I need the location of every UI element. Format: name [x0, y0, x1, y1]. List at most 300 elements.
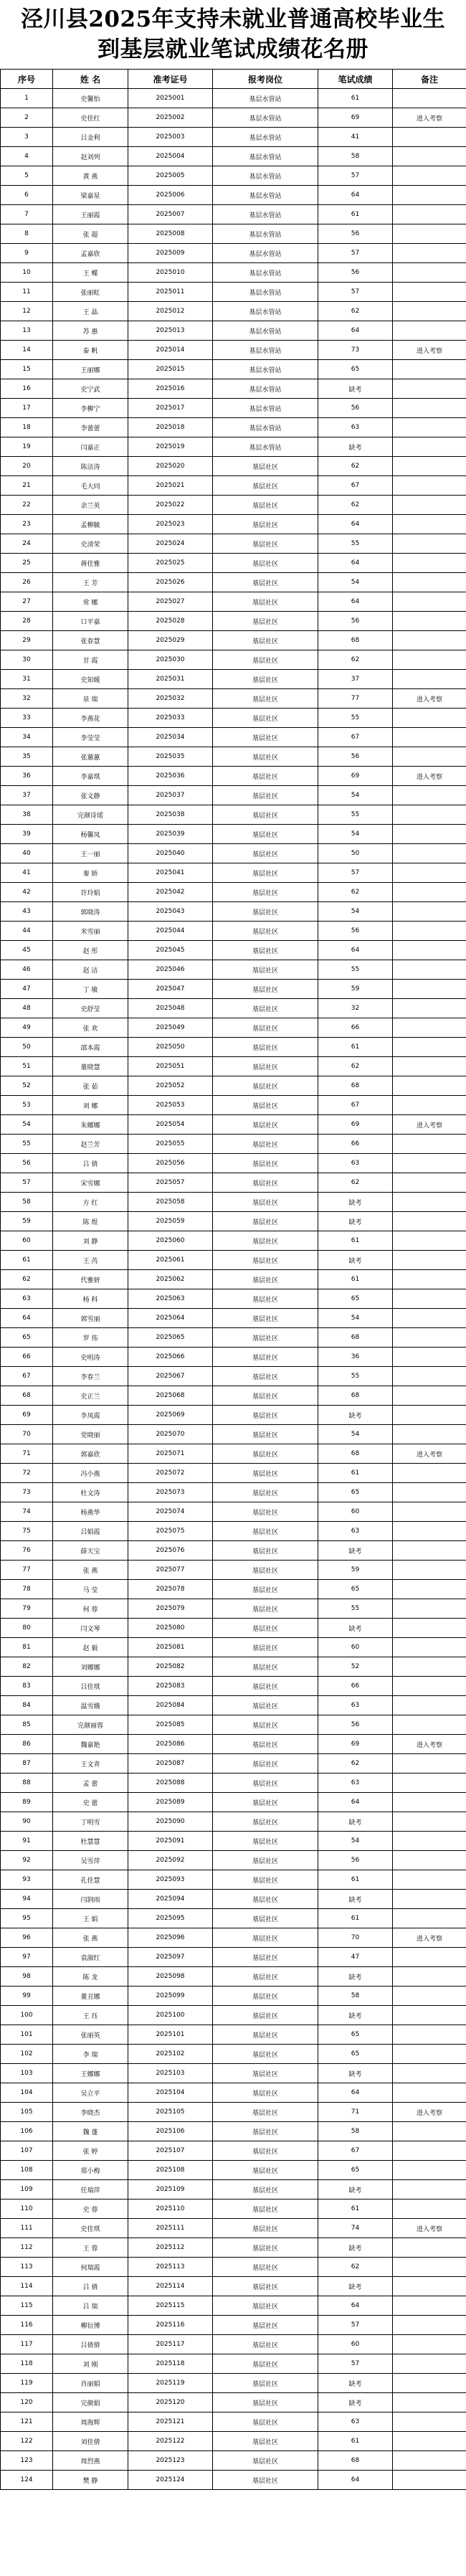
cell-post: 基层社区	[213, 2412, 318, 2432]
cell-note	[393, 670, 466, 689]
cell-note	[393, 2296, 466, 2316]
header-note: 备注	[393, 70, 466, 89]
cell-note	[393, 2277, 466, 2296]
table-row	[1, 186, 466, 205]
cell-name: 朱娜娜	[53, 1115, 128, 1135]
table-row	[1, 399, 466, 418]
cell-ticket: 2025075	[128, 1522, 213, 1541]
table-row	[1, 108, 466, 128]
cell-seq: 83	[1, 1677, 53, 1696]
cell-post: 基层社区	[213, 2006, 318, 2025]
table-row	[1, 128, 466, 147]
cell-seq: 33	[1, 709, 53, 728]
cell-ticket: 2025006	[128, 186, 213, 205]
cell-ticket: 2025065	[128, 1328, 213, 1348]
cell-name: 史佳琪	[53, 2219, 128, 2238]
table-row	[1, 1038, 466, 1057]
cell-post: 基层社区	[213, 1096, 318, 1115]
cell-ticket: 2025017	[128, 399, 213, 418]
cell-note	[393, 1987, 466, 2006]
table-row	[1, 1541, 466, 1561]
cell-seq: 2	[1, 108, 53, 128]
cell-post: 基层社区	[213, 1890, 318, 1909]
cell-note	[393, 224, 466, 244]
table-row	[1, 2296, 466, 2316]
cell-post: 基层社区	[213, 1289, 318, 1309]
table-row	[1, 2064, 466, 2083]
cell-score: 73	[318, 341, 393, 360]
cell-seq: 110	[1, 2199, 53, 2219]
cell-ticket: 2025113	[128, 2258, 213, 2277]
cell-note	[393, 263, 466, 283]
cell-ticket: 2025007	[128, 205, 213, 224]
cell-note	[393, 592, 466, 612]
cell-ticket: 2025041	[128, 863, 213, 883]
cell-post: 基层社区	[213, 922, 318, 941]
cell-score: 62	[318, 1057, 393, 1076]
table-row	[1, 1890, 466, 1909]
cell-note	[393, 89, 466, 108]
table-row	[1, 224, 466, 244]
cell-name: 赵刘列	[53, 147, 128, 166]
cell-post: 基层社区	[213, 883, 318, 902]
cell-post: 基层社区	[213, 554, 318, 573]
table-row	[1, 457, 466, 476]
cell-seq: 120	[1, 2393, 53, 2412]
table-row	[1, 1115, 466, 1135]
table-row	[1, 2277, 466, 2296]
cell-note	[393, 1754, 466, 1774]
cell-seq: 40	[1, 844, 53, 863]
cell-note	[393, 554, 466, 573]
table-row	[1, 321, 466, 341]
cell-seq: 95	[1, 1909, 53, 1928]
cell-note	[393, 1231, 466, 1251]
cell-score: 61	[318, 1038, 393, 1057]
cell-ticket: 2025019	[128, 437, 213, 457]
cell-name: 董晓慧	[53, 1057, 128, 1076]
cell-seq: 88	[1, 1774, 53, 1793]
cell-ticket: 2025123	[128, 2451, 213, 2471]
cell-note	[393, 1270, 466, 1289]
cell-score: 缺考	[318, 2238, 393, 2258]
cell-note	[393, 379, 466, 399]
table-row	[1, 883, 466, 902]
document-title	[0, 0, 466, 69]
cell-score: 缺考	[318, 2393, 393, 2412]
cell-score: 63	[318, 418, 393, 437]
cell-note	[393, 1018, 466, 1038]
cell-ticket: 2025020	[128, 457, 213, 476]
cell-post: 基层水管站	[213, 244, 318, 263]
cell-post: 基层社区	[213, 709, 318, 728]
cell-note	[393, 1193, 466, 1212]
cell-seq: 1	[1, 89, 53, 108]
cell-note	[393, 1328, 466, 1348]
cell-name: 张文静	[53, 786, 128, 805]
cell-post: 基层社区	[213, 2045, 318, 2064]
cell-score: 61	[318, 205, 393, 224]
cell-note	[393, 2025, 466, 2045]
cell-ticket: 2025051	[128, 1057, 213, 1076]
cell-note	[393, 1715, 466, 1735]
cell-note	[393, 1483, 466, 1502]
cell-score: 64	[318, 2083, 393, 2103]
cell-seq: 104	[1, 2083, 53, 2103]
cell-post: 基层社区	[213, 2025, 318, 2045]
cell-ticket: 2025009	[128, 244, 213, 263]
cell-note	[393, 2045, 466, 2064]
cell-post: 基层社区	[213, 670, 318, 689]
cell-score: 64	[318, 941, 393, 960]
cell-seq: 66	[1, 1348, 53, 1367]
cell-score: 56	[318, 399, 393, 418]
cell-seq: 44	[1, 922, 53, 941]
cell-note	[393, 825, 466, 844]
cell-post: 基层水管站	[213, 283, 318, 302]
cell-post: 基层社区	[213, 457, 318, 476]
table-row	[1, 1444, 466, 1464]
cell-seq: 103	[1, 2064, 53, 2083]
cell-ticket: 2025061	[128, 1251, 213, 1270]
cell-score: 61	[318, 89, 393, 108]
cell-seq: 121	[1, 2412, 53, 2432]
cell-note	[393, 728, 466, 747]
cell-score: 缺考	[318, 1812, 393, 1832]
cell-seq: 13	[1, 321, 53, 341]
cell-ticket: 2025101	[128, 2025, 213, 2045]
cell-ticket: 2025076	[128, 1541, 213, 1561]
cell-seq: 84	[1, 1696, 53, 1715]
cell-note	[393, 1038, 466, 1057]
cell-name: 王丽霞	[53, 205, 128, 224]
table-row	[1, 2199, 466, 2219]
cell-name: 马 莹	[53, 1580, 128, 1599]
cell-post: 基层社区	[213, 534, 318, 554]
cell-note	[393, 1367, 466, 1386]
cell-post: 基层社区	[213, 1386, 318, 1406]
cell-post: 基层社区	[213, 1193, 318, 1212]
cell-seq: 5	[1, 166, 53, 186]
cell-seq: 94	[1, 1890, 53, 1909]
cell-seq: 115	[1, 2296, 53, 2316]
cell-name: 完颜诗瑶	[53, 805, 128, 825]
cell-ticket: 2025093	[128, 1870, 213, 1890]
cell-name: 李莹莹	[53, 728, 128, 747]
cell-ticket: 2025062	[128, 1270, 213, 1289]
cell-seq: 21	[1, 476, 53, 496]
cell-note	[393, 1638, 466, 1657]
cell-score: 65	[318, 360, 393, 379]
cell-seq: 36	[1, 767, 53, 786]
cell-post: 基层社区	[213, 2238, 318, 2258]
cell-name: 吕 瑞	[53, 2296, 128, 2316]
cell-ticket: 2025002	[128, 108, 213, 128]
cell-score: 57	[318, 2354, 393, 2374]
cell-name: 邵本霞	[53, 1038, 128, 1057]
cell-note	[393, 2180, 466, 2199]
table-row	[1, 1677, 466, 1696]
cell-post: 基层社区	[213, 1406, 318, 1425]
cell-seq: 100	[1, 2006, 53, 2025]
cell-score: 57	[318, 244, 393, 263]
cell-post: 基层社区	[213, 1657, 318, 1677]
table-row	[1, 1076, 466, 1096]
cell-name: 张 超	[53, 224, 128, 244]
cell-note	[393, 321, 466, 341]
cell-ticket: 2025037	[128, 786, 213, 805]
cell-name: 孟柳毓	[53, 515, 128, 534]
cell-note	[393, 418, 466, 437]
cell-ticket: 2025105	[128, 2103, 213, 2122]
table-header	[1, 70, 466, 89]
cell-seq: 58	[1, 1193, 53, 1212]
cell-note	[393, 1212, 466, 1231]
cell-score: 77	[318, 689, 393, 709]
cell-name: 李晓杰	[53, 2103, 128, 2122]
cell-note	[393, 302, 466, 321]
cell-post: 基层社区	[213, 2083, 318, 2103]
cell-post: 基层社区	[213, 728, 318, 747]
cell-ticket: 2025032	[128, 689, 213, 709]
cell-seq: 70	[1, 1425, 53, 1444]
table-row	[1, 554, 466, 573]
cell-name: 史 蓉	[53, 2199, 128, 2219]
cell-post: 基层水管站	[213, 108, 318, 128]
cell-note	[393, 1541, 466, 1561]
cell-note	[393, 2393, 466, 2412]
cell-ticket: 2025082	[128, 1657, 213, 1677]
cell-ticket: 2025040	[128, 844, 213, 863]
cell-seq: 35	[1, 747, 53, 767]
cell-seq: 43	[1, 902, 53, 922]
cell-score: 62	[318, 302, 393, 321]
table-row	[1, 1348, 466, 1367]
cell-post: 基层社区	[213, 1038, 318, 1057]
cell-score: 68	[318, 1076, 393, 1096]
cell-post: 基层社区	[213, 1599, 318, 1619]
cell-note	[393, 1154, 466, 1173]
cell-post: 基层社区	[213, 1735, 318, 1754]
cell-post: 基层社区	[213, 1580, 318, 1599]
cell-ticket: 2025074	[128, 1502, 213, 1522]
cell-post: 基层水管站	[213, 263, 318, 283]
cell-score: 64	[318, 321, 393, 341]
table-row	[1, 960, 466, 980]
cell-score: 63	[318, 1774, 393, 1793]
table-row	[1, 263, 466, 283]
cell-note	[393, 1677, 466, 1696]
cell-score: 54	[318, 1832, 393, 1851]
cell-score: 61	[318, 2432, 393, 2451]
cell-post: 基层社区	[213, 1967, 318, 1987]
cell-post: 基层社区	[213, 1270, 318, 1289]
cell-name: 李蕾蕾	[53, 418, 128, 437]
cell-score: 缺考	[318, 2064, 393, 2083]
cell-note	[393, 1909, 466, 1928]
cell-name: 王文青	[53, 1754, 128, 1774]
cell-seq: 93	[1, 1870, 53, 1890]
cell-note	[393, 980, 466, 999]
cell-score: 55	[318, 1367, 393, 1386]
cell-ticket: 2025055	[128, 1135, 213, 1154]
table-row	[1, 147, 466, 166]
table-row	[1, 1696, 466, 1715]
cell-seq: 91	[1, 1832, 53, 1851]
cell-post: 基层社区	[213, 2103, 318, 2122]
cell-seq: 105	[1, 2103, 53, 2122]
cell-note	[393, 2316, 466, 2335]
cell-name: 刘佳倩	[53, 2432, 128, 2451]
cell-post: 基层社区	[213, 2335, 318, 2354]
cell-name: 张 燕	[53, 1561, 128, 1580]
cell-seq: 8	[1, 224, 53, 244]
cell-seq: 113	[1, 2258, 53, 2277]
cell-post: 基层社区	[213, 960, 318, 980]
cell-seq: 37	[1, 786, 53, 805]
cell-name: 完颜娟	[53, 2393, 128, 2412]
table-row	[1, 2471, 466, 2490]
cell-score: 60	[318, 2335, 393, 2354]
cell-seq: 15	[1, 360, 53, 379]
cell-ticket: 2025089	[128, 1793, 213, 1812]
cell-post: 基层社区	[213, 2064, 318, 2083]
cell-score: 缺考	[318, 2180, 393, 2199]
cell-post: 基层社区	[213, 1619, 318, 1638]
cell-post: 基层社区	[213, 1231, 318, 1251]
header-row	[1, 70, 466, 89]
cell-score: 65	[318, 2161, 393, 2180]
table-row	[1, 2374, 466, 2393]
table-row	[1, 2122, 466, 2141]
cell-ticket: 2025084	[128, 1696, 213, 1715]
cell-name: 魏嘉艳	[53, 1735, 128, 1754]
table-row	[1, 2103, 466, 2122]
cell-seq: 123	[1, 2451, 53, 2471]
table-row	[1, 1832, 466, 1851]
cell-post: 基层社区	[213, 1309, 318, 1328]
cell-name: 赵 洁	[53, 960, 128, 980]
table-row	[1, 922, 466, 941]
cell-name: 袁淑红	[53, 1948, 128, 1967]
cell-note	[393, 283, 466, 302]
cell-name: 郭嘉欣	[53, 1444, 128, 1464]
table-row	[1, 1870, 466, 1890]
cell-seq: 54	[1, 1115, 53, 1135]
cell-note	[393, 1406, 466, 1425]
cell-note	[393, 2258, 466, 2277]
cell-ticket: 2025035	[128, 747, 213, 767]
cell-name: 魏 蓬	[53, 2122, 128, 2141]
cell-name: 王 珏	[53, 2006, 128, 2025]
cell-name: 刘 娜	[53, 1096, 128, 1115]
cell-score: 62	[318, 496, 393, 515]
cell-ticket: 2025052	[128, 1076, 213, 1096]
cell-score: 47	[318, 1948, 393, 1967]
cell-name: 肖丽娟	[53, 2374, 128, 2393]
table-row	[1, 1173, 466, 1193]
cell-ticket: 2025118	[128, 2354, 213, 2374]
cell-name: 甘 霞	[53, 650, 128, 670]
header-post: 报考岗位	[213, 70, 318, 89]
cell-post: 基层社区	[213, 573, 318, 592]
table-row	[1, 2025, 466, 2045]
cell-ticket: 2025027	[128, 592, 213, 612]
cell-seq: 78	[1, 1580, 53, 1599]
cell-name: 吴雪萍	[53, 1851, 128, 1870]
cell-ticket: 2025106	[128, 2122, 213, 2141]
cell-seq: 99	[1, 1987, 53, 2006]
cell-seq: 49	[1, 1018, 53, 1038]
cell-ticket: 2025023	[128, 515, 213, 534]
table-row	[1, 1154, 466, 1173]
table-row	[1, 786, 466, 805]
cell-note: 进入考察	[393, 767, 466, 786]
cell-note	[393, 2064, 466, 2083]
cell-name: 吕 倩	[53, 2277, 128, 2296]
table-row	[1, 2219, 466, 2238]
title-line-2: 到基层就业笔试成绩花名册	[98, 37, 368, 62]
cell-post: 基层社区	[213, 1754, 318, 1774]
cell-seq: 30	[1, 650, 53, 670]
cell-post: 基层水管站	[213, 437, 318, 457]
cell-seq: 23	[1, 515, 53, 534]
cell-name: 代雅妍	[53, 1270, 128, 1289]
table-row	[1, 341, 466, 360]
cell-ticket: 2025100	[128, 2006, 213, 2025]
cell-ticket: 2025014	[128, 341, 213, 360]
cell-name: 何 蓉	[53, 1599, 128, 1619]
cell-note	[393, 1348, 466, 1367]
cell-ticket: 2025081	[128, 1638, 213, 1657]
cell-seq: 79	[1, 1599, 53, 1619]
cell-note	[393, 244, 466, 263]
table-row	[1, 1212, 466, 1231]
table-row	[1, 612, 466, 631]
cell-ticket: 2025050	[128, 1038, 213, 1057]
table-row	[1, 1425, 466, 1444]
cell-score: 69	[318, 108, 393, 128]
cell-name: 李燕花	[53, 709, 128, 728]
cell-score: 55	[318, 534, 393, 554]
cell-seq: 77	[1, 1561, 53, 1580]
table-row	[1, 1096, 466, 1115]
cell-note	[393, 2161, 466, 2180]
table-row	[1, 573, 466, 592]
cell-ticket: 2025122	[128, 2432, 213, 2451]
cell-note	[393, 1076, 466, 1096]
cell-post: 基层社区	[213, 1483, 318, 1502]
cell-seq: 85	[1, 1715, 53, 1735]
table-row	[1, 1483, 466, 1502]
cell-name: 王 娟	[53, 1909, 128, 1928]
cell-score: 55	[318, 709, 393, 728]
cell-ticket: 2025098	[128, 1967, 213, 1987]
cell-post: 基层水管站	[213, 89, 318, 108]
cell-name: 张丽英	[53, 2025, 128, 2045]
cell-ticket: 2025078	[128, 1580, 213, 1599]
cell-ticket: 2025030	[128, 650, 213, 670]
cell-note	[393, 2122, 466, 2141]
cell-post: 基层水管站	[213, 166, 318, 186]
cell-name: 柳衍博	[53, 2316, 128, 2335]
cell-ticket: 2025064	[128, 1309, 213, 1328]
cell-score: 60	[318, 1638, 393, 1657]
table-row	[1, 2161, 466, 2180]
cell-note	[393, 496, 466, 515]
cell-score: 56	[318, 1715, 393, 1735]
table-row	[1, 1018, 466, 1038]
